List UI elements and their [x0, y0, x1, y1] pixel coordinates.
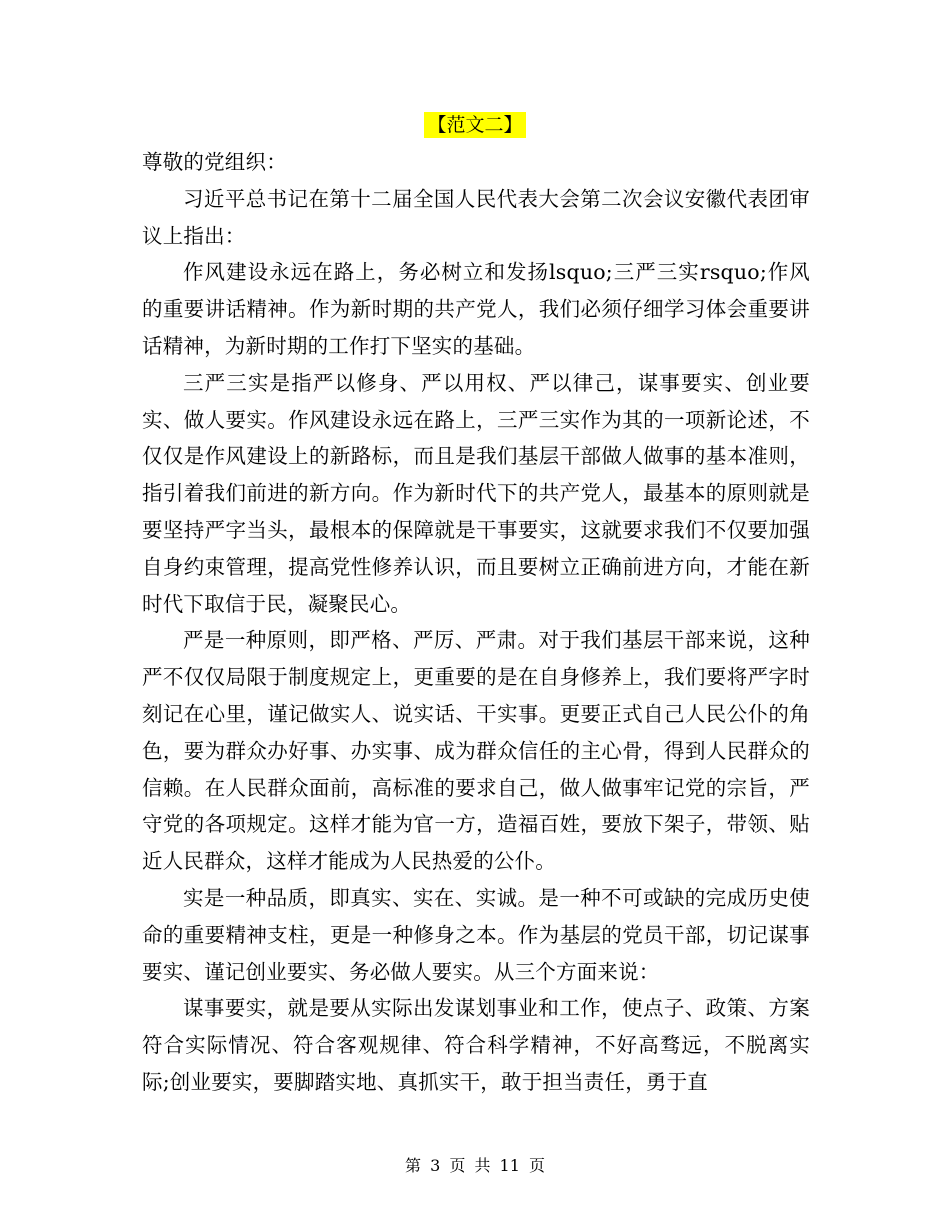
- paragraph: 习近平总书记在第十二届全国人民代表大会第二次会议安徽代表团审议上指出：: [142, 186, 810, 248]
- paragraph: 谋事要实，就是要从实际出发谋划事业和工作，使点子、政策、方案符合实际情况、符合客观规律、符合科学精神，不好高骛远，不脱离实际;创业要实，要脚踏实地、真抓实干，敢于担当责任，勇于直: [142, 996, 810, 1094]
- paragraph: 作风建设永远在路上，务必树立和发扬lsquo;三严三实rsquo;作风的重要讲话精神。作为新时期的共产党人，我们必须仔细学习体会重要讲话精神，为新时期的工作打下坚实的基础。: [142, 260, 810, 358]
- salutation: 尊敬的党组织：: [142, 150, 287, 174]
- document-title: 【范文二】: [424, 112, 525, 138]
- paragraph: 严是一种原则，即严格、严厉、严肃。对于我们基层干部来说，这种严不仅仅局限于制度规定上，更重要的是在自身修养上，我们要将严字时刻记在心里，谨记做实人、说实话、干实事。更要正式自己人民公仆的角色，要为群众办好事、办实事、成为群众信任的主心骨，得到人民群众的信赖。在人民群众面前，高标准的要求自己，做人做事牢记党的宗旨，严守党的各项规定。这样才能为官一方，造福百姓，要放下架子，带领、贴近人民群众，这样才能成为人民热爱的公仆。: [142, 628, 810, 874]
- page-footer: 第 3 页 共 11 页: [405, 1156, 545, 1175]
- paragraph: 三严三实是指严以修身、严以用权、严以律己，谋事要实、创业要实、做人要实。作风建设永远在路上，三严三实作为其的一项新论述，不仅仅是作风建设上的新路标，而且是我们基层干部做人做事的基本准则，指引着我们前进的新方向。作为新时代下的共产党人，最基本的原则就是要坚持严字当头，最根本的保障就是干事要实，这就要求我们不仅要加强自身约束管理，提高党性修养认识，而且要树立正确前进方向，才能在新时代下取信于民，凝聚民心。: [142, 370, 810, 616]
- document-body: [142, 144, 810, 1101]
- paragraph: 实是一种品质，即真实、实在、实诚。是一种不可或缺的完成历史使命的重要精神支柱，更是一种修身之本。作为基层的党员干部，切记谋事要实、谨记创业要实、务必做人要实。从三个方面来说：: [142, 885, 810, 984]
- title-container: [0, 112, 950, 138]
